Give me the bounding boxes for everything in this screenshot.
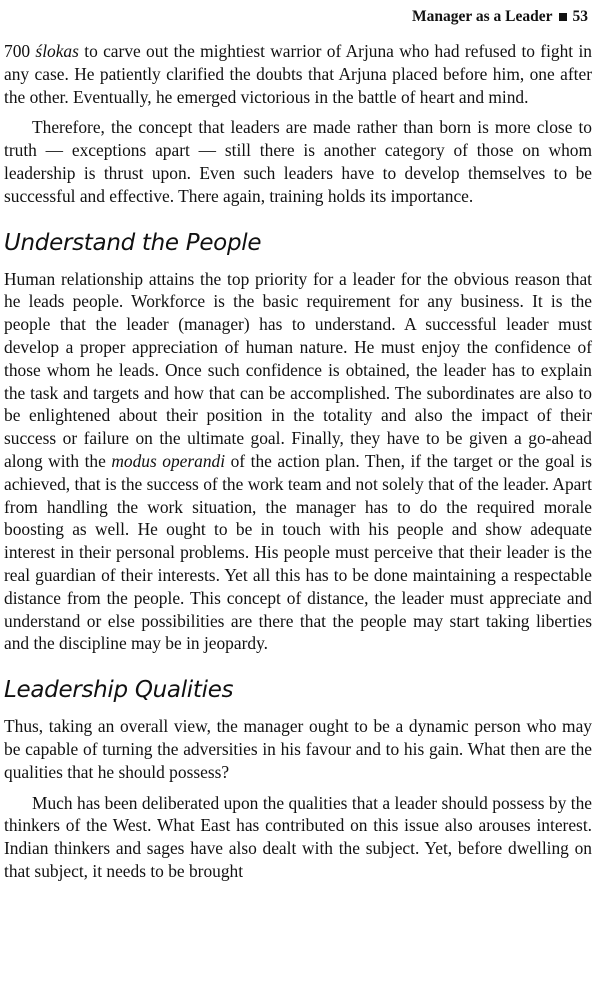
section-heading-understand-people: Understand the People [4, 229, 262, 256]
paragraph-1 [4, 40, 592, 108]
paragraph-3-lead: Human relationship attains the top priority for a leader for the obvious reason that he leads people. Workforce is the basic requirement for any business. It is the people that the leader (manager) has to understand. A successful leader must develop a proper appreciation of human nature. He must enjoy the confidence of those whom he leads. Once such confidence is obtained, the leader has to explain the task and targets and how that can be accomplished. The subordinates are also to be enlightened about their position in the totality and also the impact of their success or failure on the ultimate goal. Finally, they have to be given a go-ahead along with the [4, 268, 592, 471]
paragraph-4: Thus, taking an overall view, the manager ought to be a dynamic person who may be capable of turning the adversities in his favour and to his gain. What then are the qualities that he should possess? [4, 716, 592, 782]
body-text [4, 40, 592, 883]
section-heading-leadership-qualities: Leadership Qualities [4, 677, 234, 704]
paragraph-1-lead: 700 [4, 41, 36, 61]
paragraph-3-rest: of the action plan. Then, if the target or the goal is achieved, that is the success of the work team and not solely that of the leader. Apart from handling the work situation, the manager has to do the required morale boosting as well. He ought to be in touch with his people and show adequate interest in their personal problems. His people must perceive that their leader is the real guardian of their interests. Yet all this has to be done maintaining a respectable distance from the people. This concept of distance, the leader must appreciate and understand or else possibilities are there that the people may start taking liberties and the discipline may be in jeopardy. [4, 450, 592, 654]
page-number: 53 [572, 8, 588, 25]
running-header [4, 4, 588, 30]
paragraph-5: Much has been deliberated upon the qualities that a leader should possess by the thinkers of the West. What East has contributed on this issue also arouses interest. Indian thinkers and sages have also dealt with the subject. Yet, before dwelling on that subject, it needs to be brought [4, 792, 592, 881]
running-title: Manager as a Leader [412, 8, 553, 25]
paragraph-3 [4, 268, 592, 656]
slokas-term: ślokas [35, 41, 79, 61]
square-bullet-icon [559, 13, 567, 21]
paragraph-1-rest: to carve out the mightiest warrior of Arjuna who had refused to fight in any case. He patiently clarified the doubts that Arjuna placed before him, one after the other. Eventually, he emerged victorious in the battle of heart and mind. [4, 41, 592, 107]
paragraph-2: Therefore, the concept that leaders are made rather than born is more close to truth — exceptions apart — still there is another category of those on whom leadership is thrust upon. Even such leaders have to develop themselves to be successful and effective. There again, training holds its importance. [4, 117, 592, 206]
modus-operandi-term: modus operandi [111, 450, 226, 471]
